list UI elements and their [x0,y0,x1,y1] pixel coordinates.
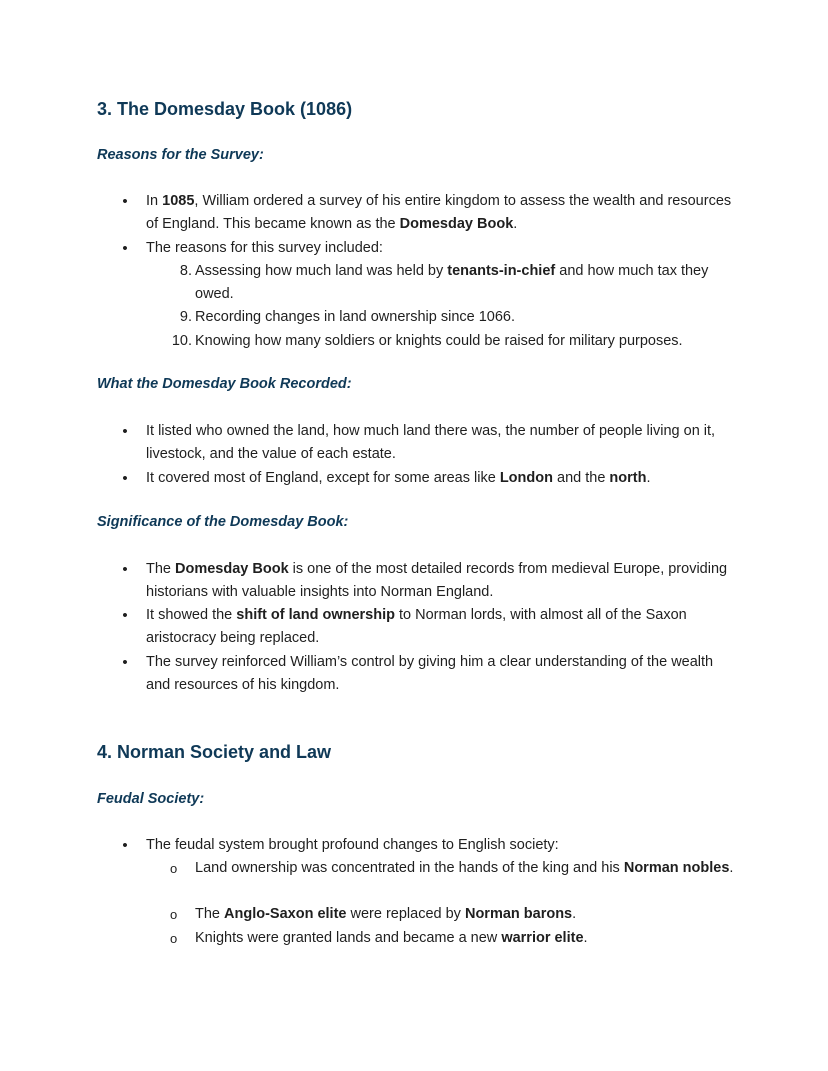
list-item-significance-1: The Domesday Book is one of the most detailed records from medieval Europe, providing historians with valuable insights into Norman England. [146,561,728,601]
list-number: 10. [171,333,192,349]
bullet-glyph: • [122,561,128,578]
bullet-glyph: • [122,240,128,257]
bullet-glyph: • [122,423,128,440]
sub-bullet-glyph: o [170,861,178,876]
list-number: 9. [179,309,192,325]
subheading-recorded: What the Domesday Book Recorded: [97,376,352,392]
bullet-glyph: • [122,193,128,210]
sub-list-item-2: The Anglo-Saxon elite were replaced by Norman barons. [195,906,577,922]
list-item-recorded-1: It listed who owned the land, how much land there was, the number of people living on it, livestock, and the value of each estate. [146,423,716,463]
sub-bullet-glyph: o [170,931,178,946]
sub-list-item-1: Land ownership was concentrated in the hands of the king and his Norman nobles. [195,860,734,876]
section-heading-norman-society: 4. Norman Society and Law [97,742,332,762]
list-number: 8. [179,263,192,279]
bullet-glyph: • [122,654,128,671]
list-item-feudal-1: The feudal system brought profound changes to English society: [146,837,559,853]
bullet-glyph: • [122,607,128,624]
numbered-item-1: Assessing how much land was held by tenants-in-chief and how much tax they owed. [195,263,709,303]
bullet-glyph: • [122,470,128,487]
sub-list-item-3: Knights were granted lands and became a new warrior elite. [195,930,588,946]
subheading-significance: Significance of the Domesday Book: [97,514,349,530]
list-item-recorded-2: It covered most of England, except for some areas like London and the north. [146,470,651,486]
subheading-feudal: Feudal Society: [97,791,205,807]
numbered-item-3: Knowing how many soldiers or knights could be raised for military purposes. [195,333,683,349]
section-heading-domesday: 3. The Domesday Book (1086) [97,99,353,119]
list-item-significance-3: The survey reinforced William’s control by giving him a clear understanding of the wealth and resources of his kingdom. [146,654,714,694]
list-item-reasons-2: The reasons for this survey included: [146,240,383,256]
sub-bullet-glyph: o [170,907,178,922]
list-item-significance-2: It showed the shift of land ownership to Norman lords, with almost all of the Saxon aristocracy being replaced. [146,607,687,647]
subheading-reasons: Reasons for the Survey: [97,147,264,163]
bullet-glyph: • [122,837,128,854]
numbered-item-2: Recording changes in land ownership since 1066. [195,309,516,325]
list-item-reasons-1: In 1085, William ordered a survey of his entire kingdom to assess the wealth and resources of England. This became known as the Domesday Book. [146,193,732,233]
